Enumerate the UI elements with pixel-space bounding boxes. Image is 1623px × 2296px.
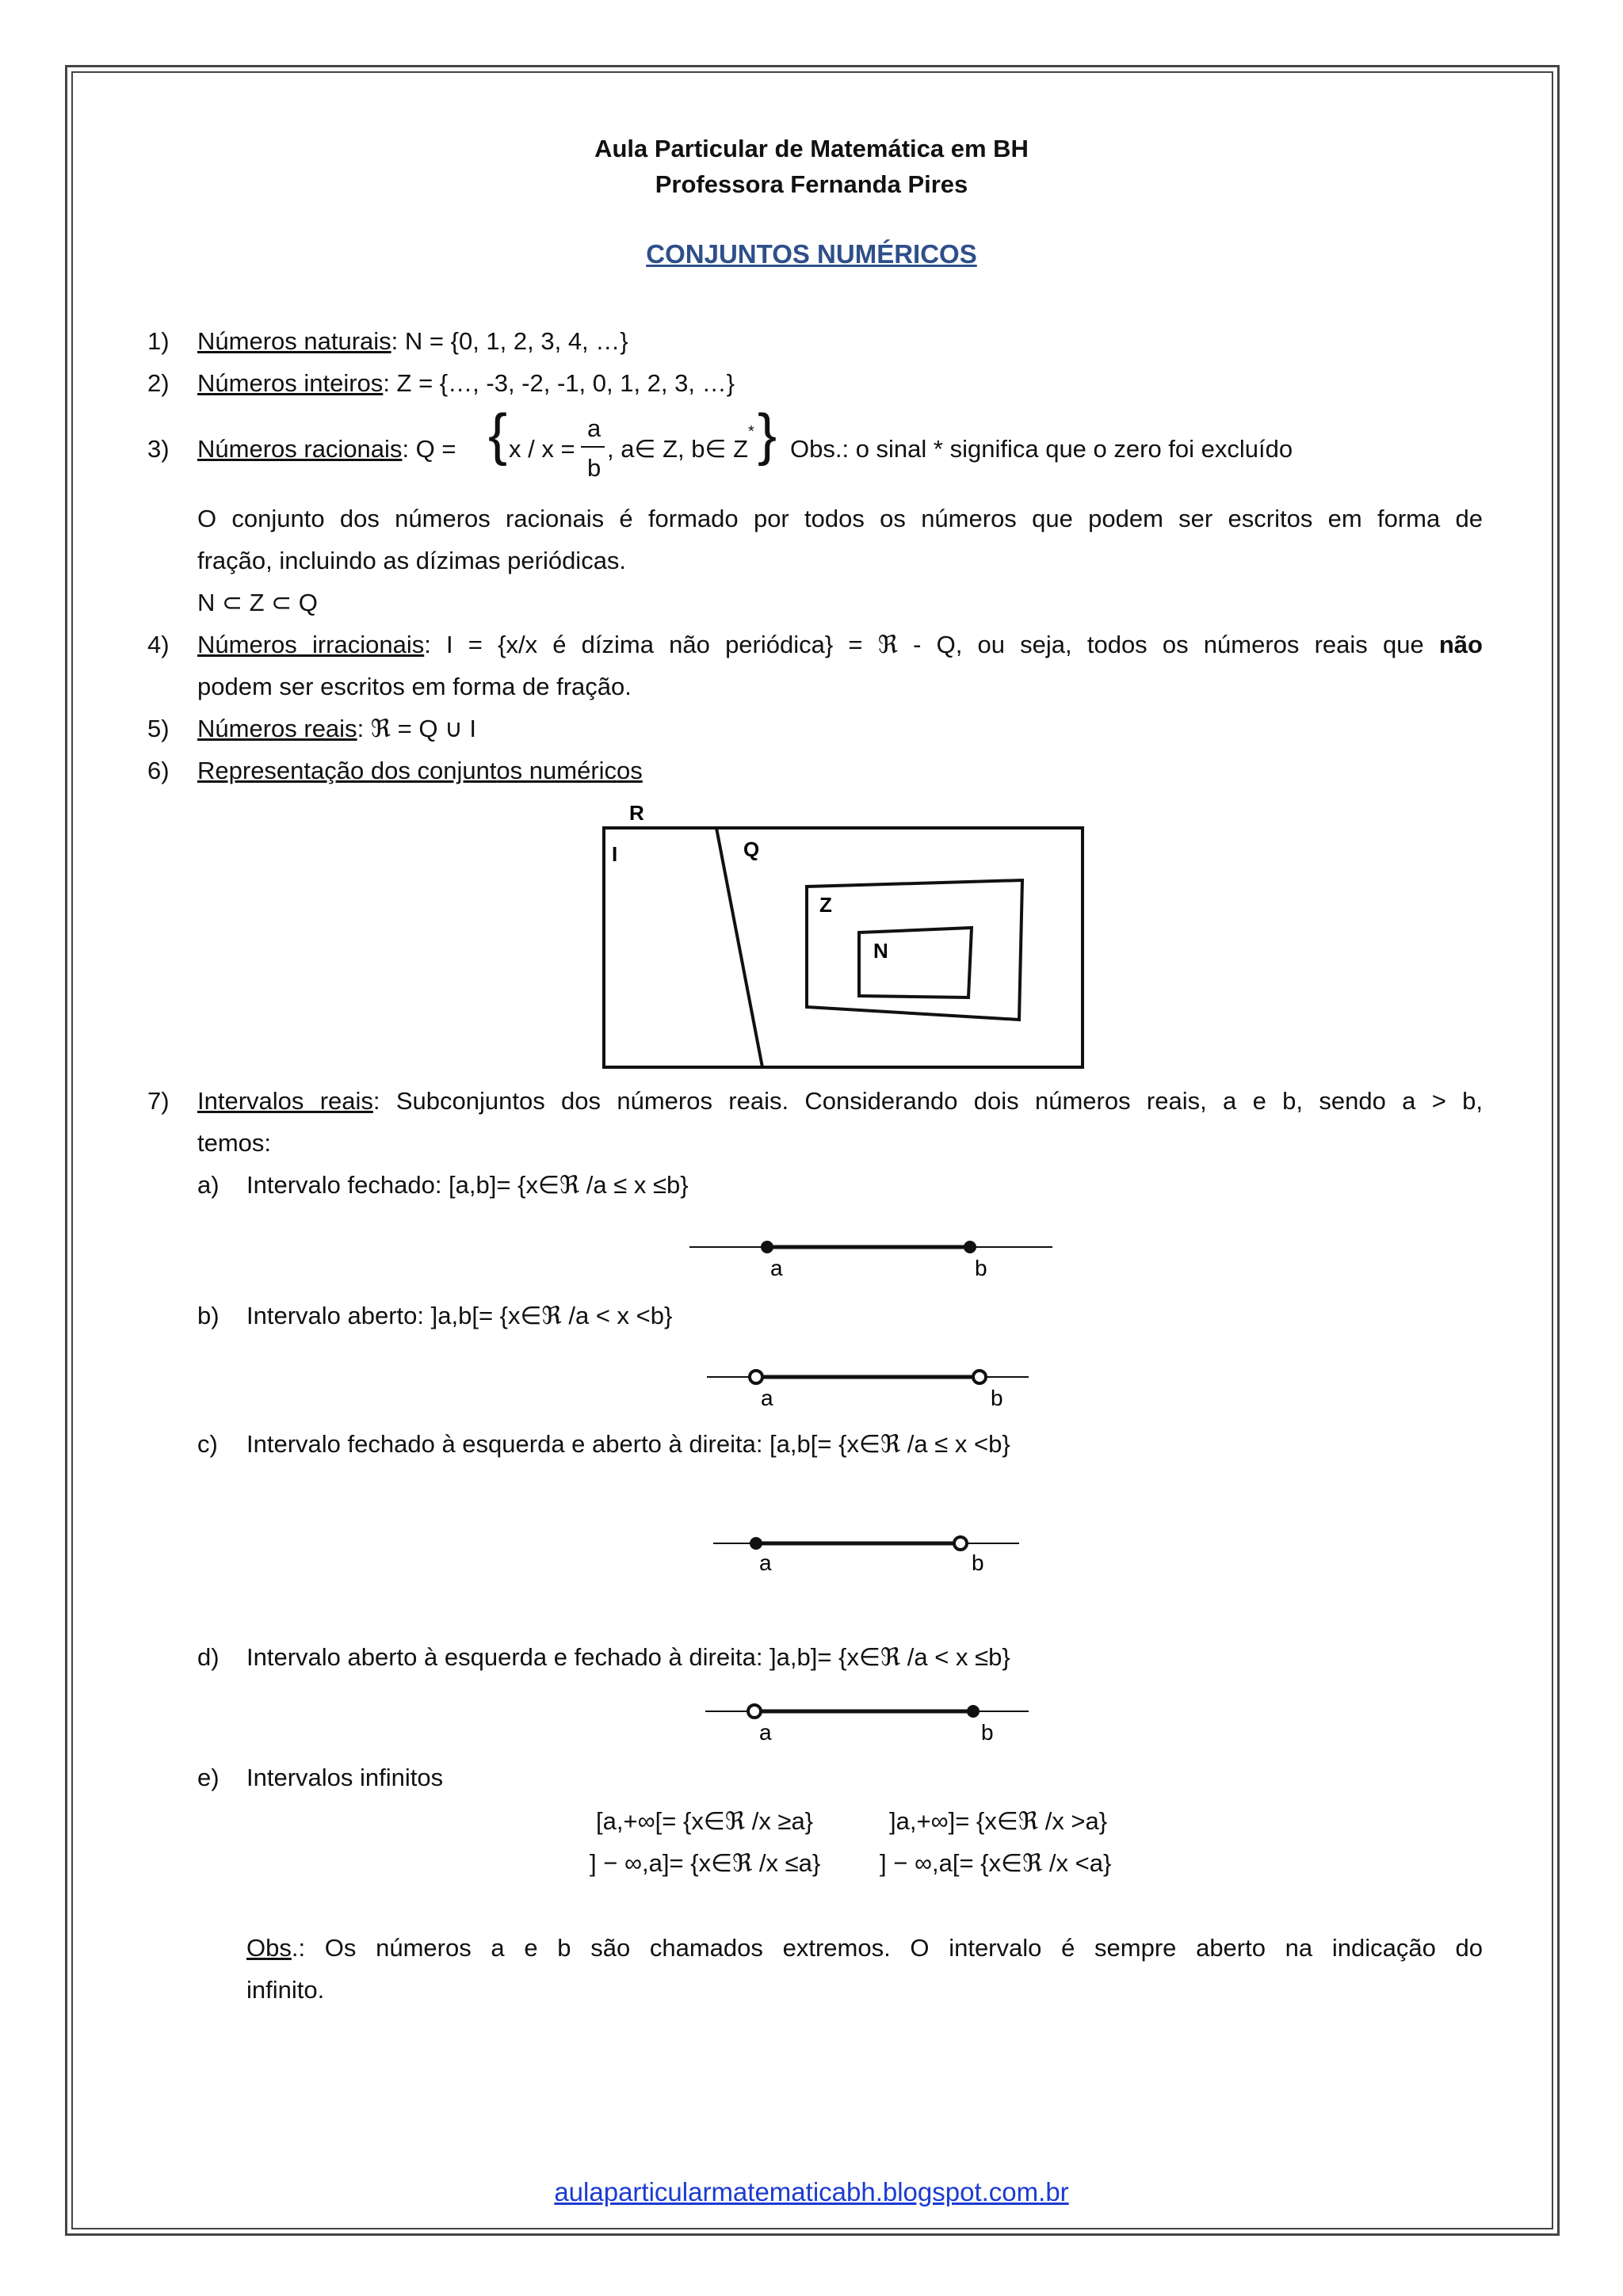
- item-3-label: Números racionais: [197, 435, 403, 463]
- set-z-box: [807, 880, 1022, 1020]
- label-z: Z: [819, 893, 832, 917]
- item-4-text: : I = {x/x é dízima não periódica} = ℜ - Q, ou seja, todos os números reais que: [424, 631, 1424, 658]
- endpoint-a-label: a: [770, 1256, 783, 1280]
- open-endpoint-b: [973, 1371, 986, 1383]
- open-endpoint-a: [750, 1371, 762, 1383]
- set-r-box: [604, 828, 1083, 1067]
- rationals-paragraph-line2: fração, incluindo as dízimas periódicas.: [197, 547, 627, 574]
- endpoint-a-label: a: [759, 1550, 772, 1575]
- header-line1: Aula Particular de Matemática em BH: [594, 135, 1029, 162]
- item-1-label: Números naturais: [197, 327, 391, 355]
- item-4-bold: não: [1438, 631, 1483, 658]
- item-4-number: 4): [147, 631, 170, 658]
- item-3-obs: Obs.: o sinal * significa que o zero foi excluído: [790, 435, 1293, 463]
- interval-a-text: Intervalo fechado: [a,b]= {x∈ℜ /a ≤ x ≤b}: [246, 1171, 689, 1199]
- item-5-label: Números reais: [197, 715, 357, 742]
- item-4-line2: podem ser escritos em forma de fração.: [197, 673, 632, 700]
- item-2-text: : Z = {…, -3, -2, -1, 0, 1, 2, 3, …}: [383, 369, 735, 397]
- interval-d-numberline: [697, 1694, 1062, 1749]
- interval-c-text: Intervalo fechado à esquerda e aberto à direita: [a,b[= {x∈ℜ /a ≤ x <b}: [246, 1430, 1010, 1458]
- endpoint-b-label: b: [975, 1256, 987, 1280]
- set-left: x / x =: [509, 435, 575, 463]
- interval-d-letter: d): [197, 1643, 220, 1671]
- label-n: N: [873, 939, 888, 963]
- interval-a-letter: a): [197, 1171, 220, 1199]
- page-title: CONJUNTOS NUMÉRICOS: [646, 239, 977, 269]
- item-5: [197, 715, 476, 743]
- obs-line2: infinito.: [246, 1976, 325, 2004]
- item-1: [197, 327, 628, 356]
- endpoint-a-label: a: [761, 1386, 773, 1410]
- set-right: , a∈ Z, b∈ Z: [607, 435, 749, 463]
- label-q: Q: [743, 837, 760, 861]
- closed-endpoint-b: [967, 1705, 980, 1718]
- item-3-number: 3): [147, 435, 170, 463]
- interval-b-text: Intervalo aberto: ]a,b[= {x∈ℜ /a < x <b}: [246, 1302, 673, 1329]
- endpoint-b-label: b: [972, 1550, 984, 1575]
- endpoint-a-label: a: [759, 1720, 772, 1745]
- inclusion-chain: N ⊂ Z ⊂ Q: [197, 589, 318, 616]
- item-4-label: Números irracionais: [197, 631, 425, 658]
- item-4-line1: [197, 631, 1483, 659]
- item-3: [197, 435, 456, 463]
- obs-label: Obs: [246, 1934, 292, 1962]
- item-1-text: : N = {0, 1, 2, 3, 4, …}: [391, 327, 628, 355]
- label-i: I: [612, 842, 618, 866]
- item-6-label: Representação dos conjuntos numéricos: [197, 757, 643, 784]
- interval-c-numberline: [705, 1526, 1038, 1581]
- obs-text: .: Os números a e b são chamados extremos. O intervalo é sempre aberto na indicação do: [291, 1934, 1483, 1962]
- item-2-label: Números inteiros: [197, 369, 384, 397]
- item-2-number: 2): [147, 369, 170, 397]
- number-sets-diagram: [586, 796, 1094, 1081]
- fraction-numerator: a: [587, 414, 601, 442]
- infinite-interval-4: ] − ∞,a[= {x∈ℜ /x <a}: [880, 1849, 1112, 1877]
- interval-b-numberline: [697, 1360, 1062, 1415]
- item-7-number: 7): [147, 1087, 170, 1115]
- item-7-line2: temos:: [197, 1129, 272, 1157]
- infinite-interval-1: [a,+∞[= {x∈ℜ /x ≥a}: [596, 1807, 814, 1835]
- interval-a-numberline: [682, 1230, 1062, 1285]
- open-endpoint-b: [954, 1537, 967, 1550]
- fraction-bar: [581, 446, 605, 448]
- item-7-label: Intervalos reais: [197, 1087, 373, 1115]
- set-brace-open: {: [488, 403, 508, 467]
- footer-link[interactable]: aulaparticularmatematicabh.blogspot.com.br: [554, 2177, 1069, 2206]
- item-5-text: : ℜ = Q ∪ I: [357, 715, 476, 742]
- set-divider-line: [716, 828, 762, 1067]
- set-brace-close: }: [758, 403, 777, 467]
- item-1-number: 1): [147, 327, 170, 355]
- star-superscript: *: [748, 423, 754, 441]
- label-r: R: [629, 801, 644, 825]
- fraction-denominator: b: [587, 454, 601, 482]
- header-line2: Professora Fernanda Pires: [655, 170, 968, 198]
- interval-b-letter: b): [197, 1302, 220, 1329]
- interval-d-text: Intervalo aberto à esquerda e fechado à direita: ]a,b]= {x∈ℜ /a < x ≤b}: [246, 1643, 1010, 1671]
- infinite-interval-2: ]a,+∞]= {x∈ℜ /x >a}: [889, 1807, 1108, 1835]
- open-endpoint-a: [748, 1705, 761, 1718]
- interval-e-text: Intervalos infinitos: [246, 1764, 444, 1791]
- closed-endpoint-a: [750, 1537, 762, 1550]
- closed-endpoint-a: [761, 1241, 773, 1253]
- item-5-number: 5): [147, 715, 170, 742]
- interval-c-letter: c): [197, 1430, 218, 1458]
- endpoint-b-label: b: [991, 1386, 1003, 1410]
- item-7-text: : Subconjuntos dos números reais. Considerando dois números reais, a e b, sendo a > b,: [372, 1087, 1483, 1115]
- item-7-line1: [197, 1087, 1483, 1116]
- item-6-number: 6): [147, 757, 170, 784]
- endpoint-b-label: b: [981, 1720, 994, 1745]
- obs-line1: [246, 1934, 1483, 1962]
- interval-e-letter: e): [197, 1764, 220, 1791]
- item-2: [197, 369, 735, 398]
- infinite-interval-3: ] − ∞,a]= {x∈ℜ /x ≤a}: [590, 1849, 821, 1877]
- item-3-text: : Q =: [402, 435, 456, 463]
- rationals-paragraph-line1: O conjunto dos números racionais é formado por todos os números que podem ser escritos em forma de: [197, 505, 1483, 532]
- closed-endpoint-b: [964, 1241, 976, 1253]
